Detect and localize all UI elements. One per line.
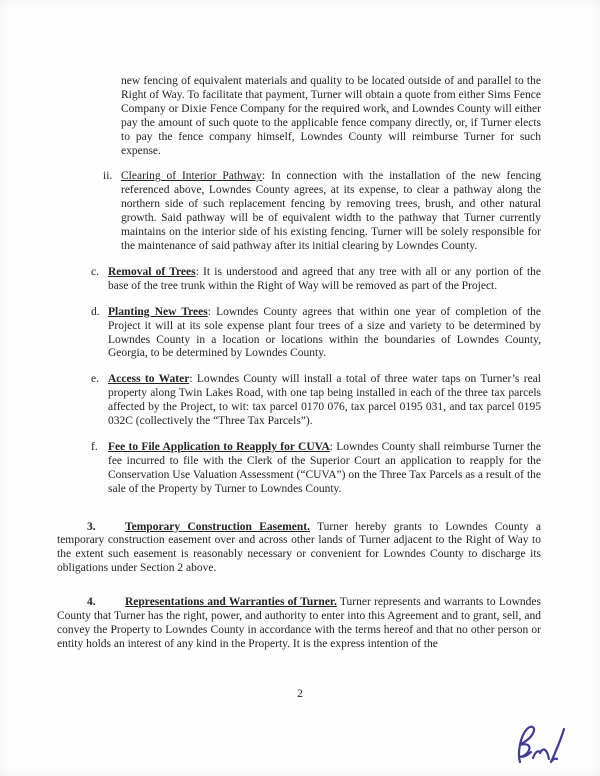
list-item-d [91, 306, 541, 362]
document-content [57, 75, 541, 652]
list-item-f-content [108, 441, 541, 497]
initials-stroke-m [533, 750, 549, 759]
list-item-ii-content [121, 170, 541, 253]
section-4-number: 4. [87, 596, 96, 609]
list-marker-f: f. [91, 440, 98, 453]
item-heading-clearing-pathway: Clearing of Interior Pathway [121, 170, 262, 183]
list-marker-c: c. [91, 265, 99, 278]
item-heading-planting-new-trees: Planting New Trees [108, 305, 208, 318]
section-4-body: Turner represents and warrants to Lowndes County that Turner has the right, power, and authority to enter into this Agreement and to grant, sell, and convey the Property to Lowndes County in accordance with the terms hereof and that no other person or entity holds an interest of any kind in the Property. It is the express intention of the [57, 596, 542, 650]
item-body: : Lowndes County agrees that within one year of completion of the Project it will at its sole expense plant four trees of a size and variety to be determined by Lowndes County in a location or locations within the boundaries of Lowndes County, Georgia, to be determined by Lowndes County. [108, 305, 541, 360]
page-number: 2 [297, 688, 303, 700]
section-3-body: Turner hereby grants to Lowndes County a temporary construction easement over and across other lands of Turner adjacent to the Right of Way to the extent such easement is reasonably necessary or convenient for Lowndes County to discharge its obligations under Section 2 above. [57, 520, 541, 575]
section-3-heading: Temporary Construction Easement. [125, 520, 310, 533]
item-body: : Lowndes County shall reimburse Turner the fee incurred to file with the Clerk of the Superior Court an application to reapply for the Conservation Use Valuation Assessment (“CUVA”) on the Three Tax Parcels as a result of the sale of the Property by Turner to Lowndes County. [108, 440, 541, 495]
list-item-d-content [108, 306, 541, 362]
item-body: : In connection with the installation of the new fencing referenced above, Lowndes County agrees, at its expense, to clear a pathway along the northern side of such replacement fencing by removing trees, brush, and other natural growth. Said pathway will be of equivalent width to the pathway that Turner currently maintains on the interior side of his existing fencing. Turner will be solely responsible for the maintenance of said pathway after its initial clearing by Lowndes County. [121, 170, 541, 252]
section-4-heading: Representations and Warranties of Turner. [125, 596, 337, 609]
list-item-e-content [108, 373, 541, 429]
list-item-c [91, 266, 541, 294]
item-body: : Lowndes County will install a total of three water taps on Turner’s real property along Twin Lakes Road, with one tap being installed in each of the three tax parcels affected by the Project, to wit: tax parcel 0170 076, tax parcel 0195 031, and tax parcel 0195 032C (collectively the “Three Tax Parcels”). [108, 373, 541, 428]
item-heading-removal-of-trees: Removal of Trees [108, 265, 196, 278]
list-item-e [91, 373, 541, 429]
list-marker-e: e. [91, 373, 99, 386]
section-4-paragraph [57, 596, 541, 652]
list-item-f [91, 441, 541, 497]
item-body: : It is understood and agreed that any tree with all or any portion of the base of the tree trunk within the Right of Way will be removed as part of the Project. [108, 265, 542, 292]
section-3-paragraph [57, 521, 541, 577]
item-heading-cuva-fee: Fee to File Application to Reapply for CUVA [108, 440, 330, 453]
initials-stroke-slash [551, 729, 564, 762]
initials-stroke-b [519, 727, 534, 762]
continuation-paragraph: new fencing of equivalent materials and quality to be located outside of and parallel to the Right of Way. To facilitate that payment, Turner will obtain a quote from either Sims Fence Company or Dixie Fence Company for the required work, and Lowndes County will either pay the amount of such quote to the applicable fence company directly, or, if Turner elects to pay the fence company himself, Lowndes County will reimburse Turner for such expense. [121, 75, 541, 157]
item-heading-access-to-water: Access to Water [108, 373, 190, 386]
initials-signature [508, 722, 578, 772]
list-item-ii [103, 170, 541, 253]
list-marker-d: d. [91, 305, 100, 318]
section-3-number: 3. [87, 520, 96, 533]
list-marker-ii: ii. [103, 170, 113, 183]
list-item-c-content [108, 266, 541, 294]
